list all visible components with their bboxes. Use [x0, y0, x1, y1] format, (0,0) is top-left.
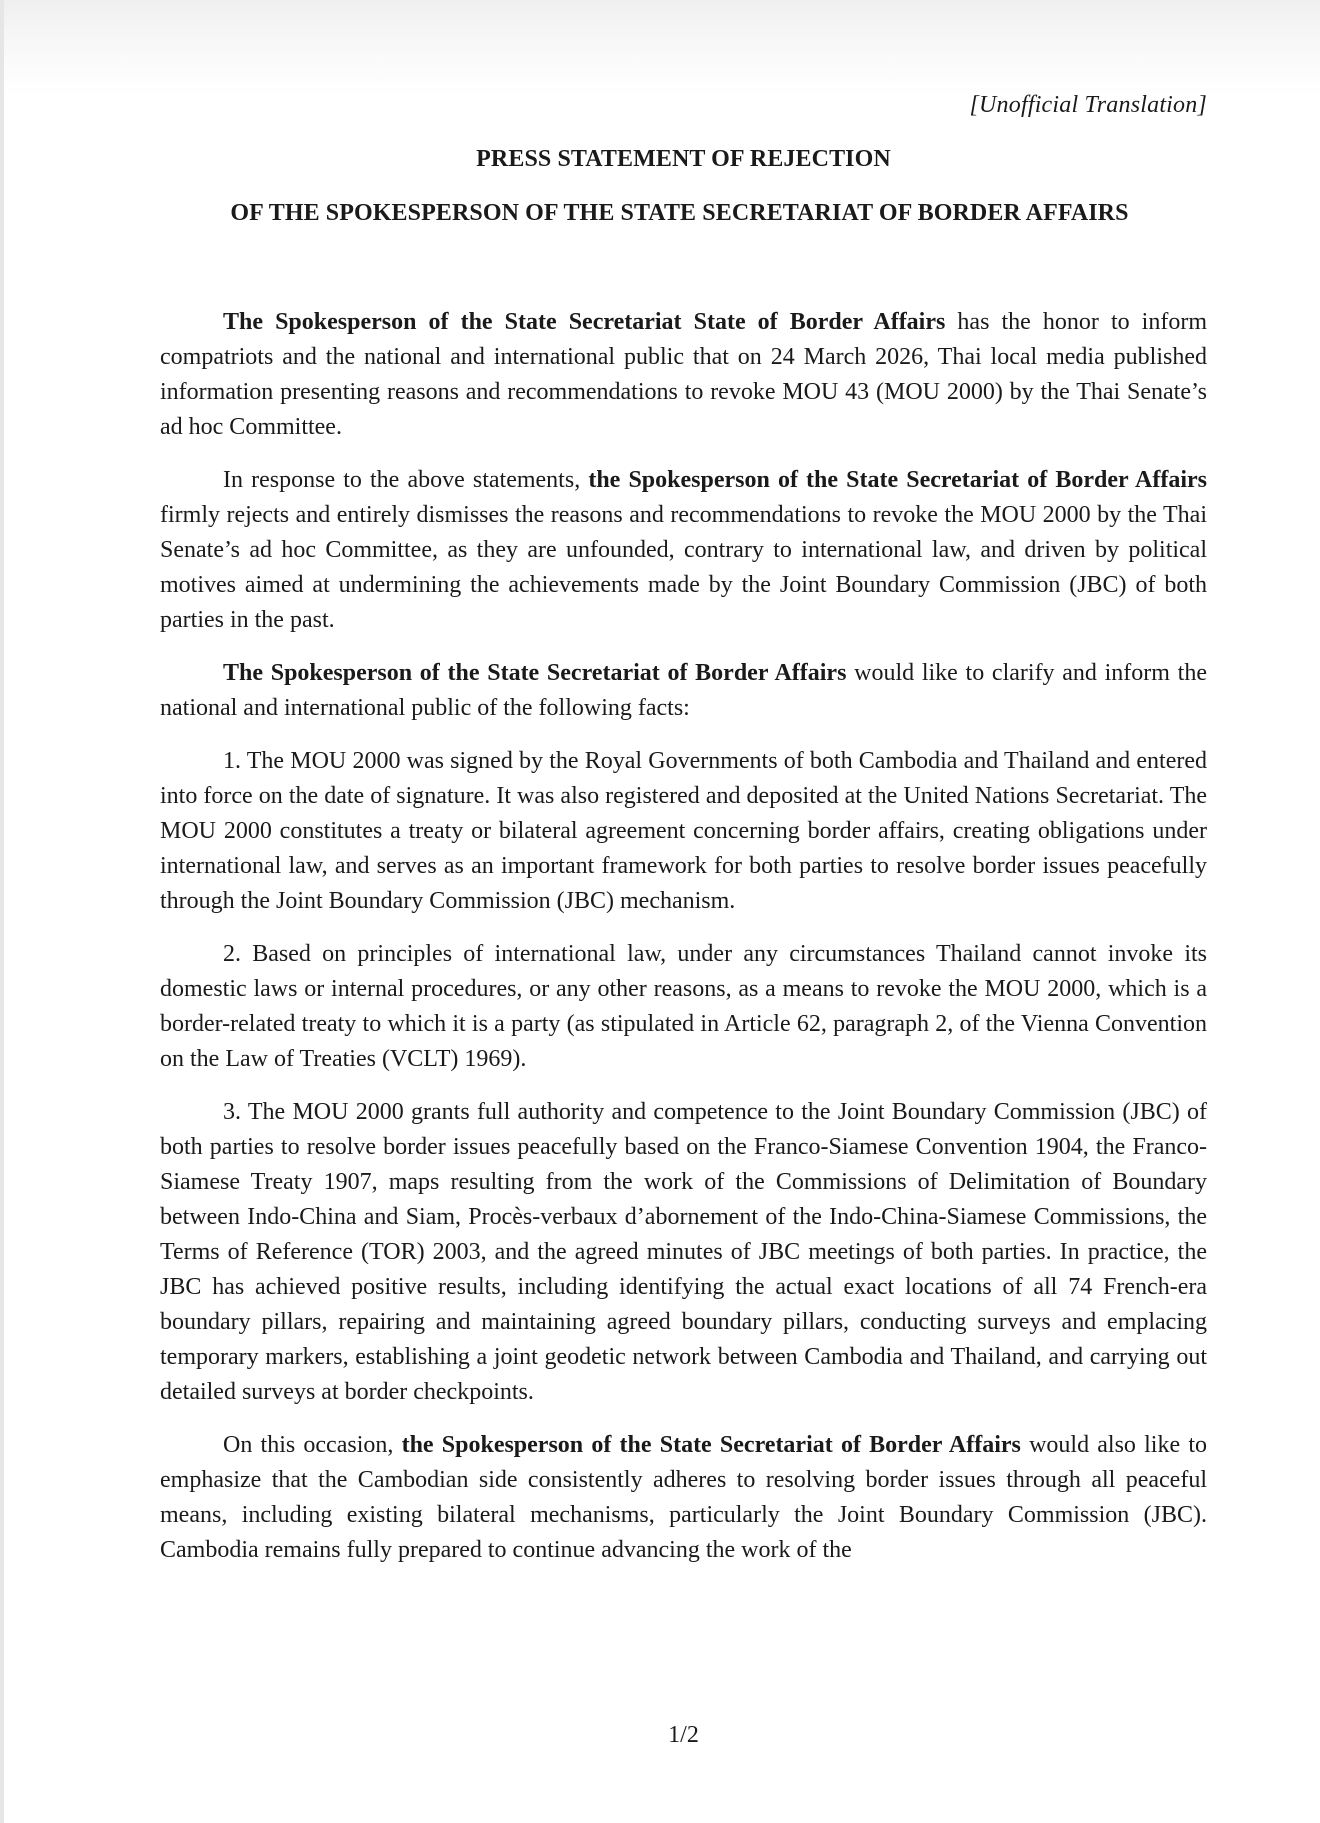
title-line-1: PRESS STATEMENT OF REJECTION	[476, 146, 891, 172]
top-shadow	[0, 0, 1320, 95]
paragraph-response	[160, 463, 1207, 638]
paragraph-closing	[160, 1428, 1207, 1568]
paragraph-point-2: 2. Based on principles of international law, under any circumstances Thailand cannot invoke its domestic laws or internal procedures, or any other reasons, as a means to revoke the MOU 2000, which is a border-related treaty to which it is a party (as stipulated in Article 62, paragraph 2, of the Vienna Convention on the Law of Treaties (VCLT) 1969).	[160, 941, 1207, 1072]
page-number: 1/2	[668, 1722, 699, 1748]
unofficial-translation-label: [Unofficial Translation]	[969, 92, 1207, 118]
paragraph-intro	[160, 305, 1207, 445]
bold-lead: The Spokesperson of the State Secretariat State of Border Affairs	[223, 309, 946, 335]
paragraph-clarify	[160, 656, 1207, 726]
paragraph-point-3: 3. The MOU 2000 grants full authority and competence to the Joint Boundary Commission (JBC) of both parties to resolve border issues peacefully based on the Franco-Siamese Convention 1904, the Franco-Siamese Treaty 1907, maps resulting from the work of the Commissions of Delimitation of Boundary between Indo-China and Siam, Procès-verbaux d’abornement of the Indo-China-Siamese Commissions, the Terms of Reference (TOR) 2003, and the agreed minutes of JBC meetings of both parties. In practice, the JBC has achieved positive results, including identifying the actual exact locations of all 74 French-era boundary pillars, repairing and maintaining agreed boundary pillars, conducting surveys and emplacing temporary markers, establishing a joint geodetic network between Cambodia and Thailand, and carrying out detailed surveys at border checkpoints.	[160, 1099, 1207, 1405]
paragraph-text: has the honor to inform compatriots and the national and international public that on 24 March 2026, Thai local media published information presenting reasons and recommendations to revoke MOU 43 (MOU 2000) by the Thai Senate’s ad hoc Committee.	[160, 309, 1207, 440]
paragraph-point-1: 1. The MOU 2000 was signed by the Royal Governments of both Cambodia and Thailand and entered into force on the date of signature. It was also registered and deposited at the United Nations Secretariat. The MOU 2000 constitutes a treaty or bilateral agreement concerning border affairs, creating obligations under international law, and serves as an important framework for both parties to resolve border issues peacefully through the Joint Boundary Commission (JBC) mechanism.	[160, 748, 1207, 914]
title-line-2: OF THE SPOKESPERSON OF THE STATE SECRETARIAT OF BORDER AFFAIRS	[230, 200, 1129, 226]
paragraph-post: would also like to emphasize that the Cambodian side consistently adheres to resolving border issues through all peaceful means, including existing bilateral mechanisms, particularly the Joint Boundary Commission (JBC). Cambodia remains fully prepared to continue advancing the work of the	[160, 1432, 1207, 1563]
left-edge	[0, 0, 4, 1823]
bold-phrase: the Spokesperson of the State Secretariat of Border Affairs	[588, 467, 1208, 493]
bold-lead: The Spokesperson of the State Secretariat of Border Affairs	[223, 660, 847, 686]
bold-phrase: the Spokesperson of the State Secretariat of Border Affairs	[401, 1432, 1021, 1458]
paragraph-post: firmly rejects and entirely dismisses the reasons and recommendations to revoke the MOU 2000 by the Thai Senate’s ad hoc Committee, as they are unfounded, contrary to international law, and driven by political motives aimed at undermining the achievements made by the Joint Boundary Commission (JBC) of both parties in the past.	[160, 502, 1207, 633]
paragraph-text: would like to clarify and inform the national and international public of the following facts:	[160, 660, 1207, 721]
document-body	[160, 305, 1207, 1586]
paragraph-pre: In response to the above statements,	[223, 467, 589, 493]
paragraph-pre: On this occasion,	[223, 1432, 402, 1458]
